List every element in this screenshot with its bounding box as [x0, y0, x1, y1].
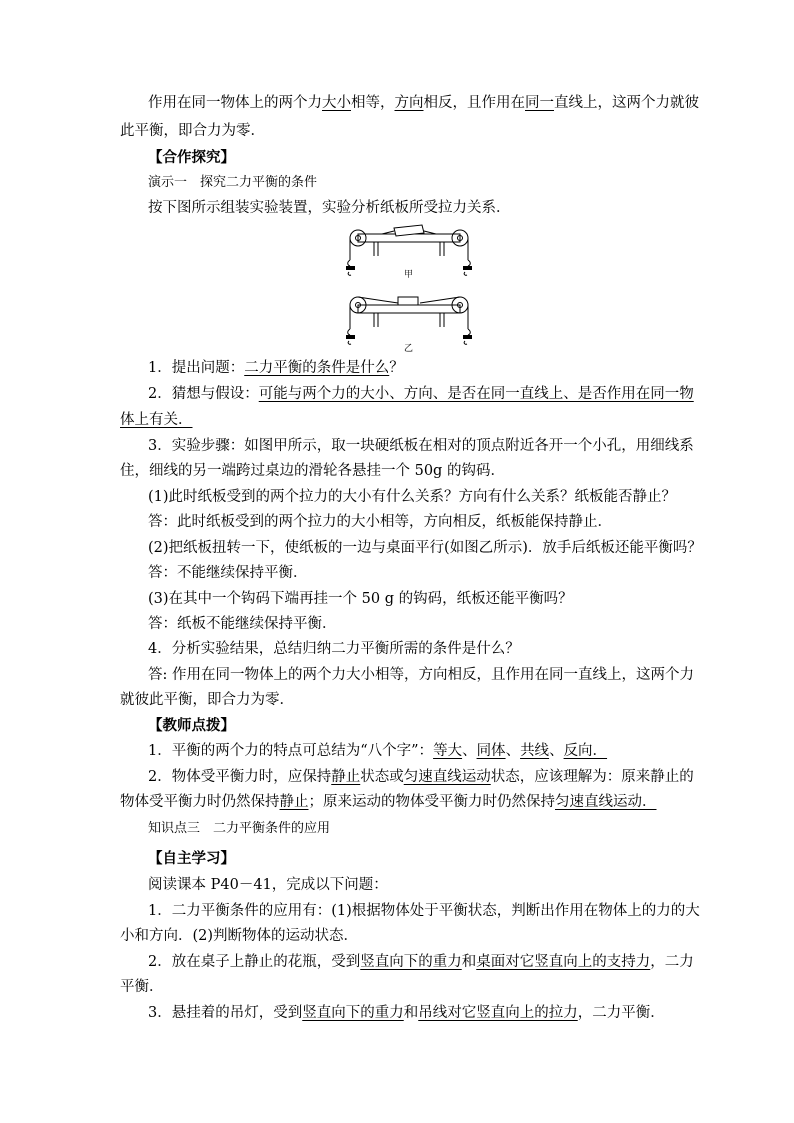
application-2-cont: 平衡．	[120, 979, 164, 995]
application-1-cont: 小和方向．(2)判断物体的运动状态．	[120, 928, 359, 944]
teacher-point-2: 2．物体受平衡力时，应保持静止状态或匀速直线运动状态，应该理解为：原来静止的	[148, 769, 694, 785]
figure-yi	[346, 291, 472, 353]
figure-jia	[346, 222, 472, 278]
intro-text: 按下图所示组装实验装置，实验分析纸板所受拉力关系．	[148, 200, 511, 216]
apparatus-diagram-yi	[346, 291, 472, 347]
question-3: 3．实验步骤：如图甲所示，取一块硬纸板在相对的顶点附近各开一个小孔，用细线系	[148, 438, 694, 454]
knowledge-point-3: 知识点三 二力平衡条件的应用	[148, 821, 331, 836]
question-4: 4．分析实验结果，总结归纳二力平衡所需的条件是什么？	[148, 641, 520, 657]
reading-instruction: 阅读课本 P40－41，完成以下问题：	[148, 877, 388, 893]
question-2-cont: 体上有关．	[120, 412, 193, 428]
answer-4-cont: 就彼此平衡，即合力为零．	[120, 692, 294, 708]
figure-label-yi: 乙	[404, 344, 414, 354]
sub-question-3: (3)在其中一个钩码下端再挂一个 50 g 的钩码，纸板还能平衡吗？	[148, 591, 573, 607]
application-1: 1．二力平衡条件的应用有：(1)根据物体处于平衡状态，判断出作用在物体上的力的大	[148, 903, 700, 919]
paragraph-line: 此平衡，即合力为零．	[120, 123, 265, 139]
application-3: 3．悬挂着的吊灯，受到竖直向下的重力和吊线对它竖直向上的拉力，二力平衡．	[148, 1005, 665, 1021]
answer-4: 答: 作用在同一物体上的两个力大小相等，方向相反，且作用在同一直线上，这两个力	[148, 667, 694, 683]
answer-2: 答：不能继续保持平衡．	[148, 565, 308, 581]
sub-question-1: (1)此时纸板受到的两个拉力的大小有什么关系？方向有什么关系？纸板能否静止？	[148, 489, 677, 505]
question-2: 2．猜想与假设：可能与两个力的大小、方向、是否在同一直线上、是否作用在同一物	[148, 386, 694, 402]
section-heading-cooperation: 【合作探究】	[148, 149, 235, 166]
application-2: 2．放在桌子上静止的花瓶，受到竖直向下的重力和桌面对它竖直向上的支持力，二力	[148, 954, 694, 970]
question-3-cont: 住，细线的另一端跨过桌边的滑轮各悬挂一个 50g 的钩码．	[120, 463, 505, 479]
section-heading-teacher: 【教师点拨】	[148, 717, 235, 734]
sub-question-2: (2)把纸板扭转一下，使纸板的一边与桌面平行(如图乙所示)．放手后纸板还能平衡吗？	[148, 540, 702, 556]
section-heading-self-study: 【自主学习】	[148, 850, 235, 867]
answer-3: 答：纸板不能继续保持平衡．	[148, 616, 337, 632]
answer-1: 答：此时纸板受到的两个拉力的大小相等，方向相反，纸板能保持静止．	[148, 514, 612, 530]
paragraph-line: 作用在同一物体上的两个力大小相等，方向相反，且作用在同一直线上，这两个力就彼	[148, 95, 699, 111]
demo-title: 演示一 探究二力平衡的条件	[148, 175, 318, 190]
teacher-point-2-cont: 物体受平衡力时仍然保持静止；原来运动的物体受平衡力时仍然保持匀速直线运动．	[120, 794, 657, 810]
figure-label-jia: 甲	[404, 270, 414, 280]
question-1: 1．提出问题：二力平衡的条件是什么？	[148, 360, 404, 376]
teacher-point-1: 1．平衡的两个力的特点可总结为“八个字”：等大、同体、共线、反向．	[148, 743, 608, 759]
